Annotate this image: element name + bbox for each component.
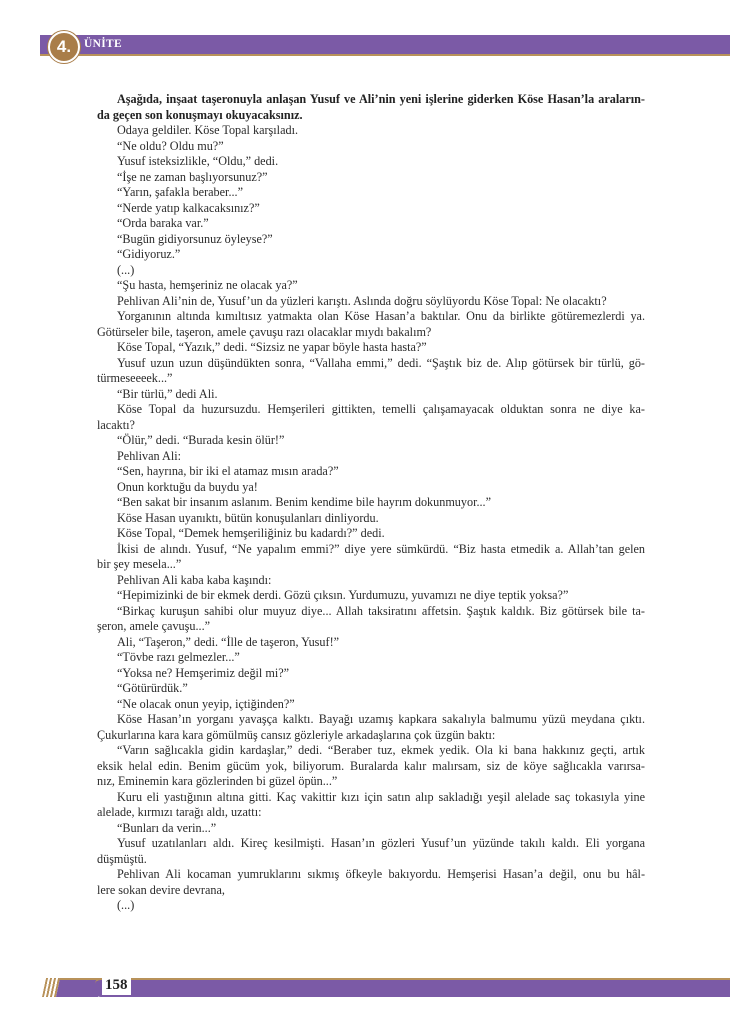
paragraph [97,712,645,743]
text-line: “Birkaç kuruşun sahibi olur muyuz diye... Allah taksiratını affetsin. Şaştık kaldık. Biz götürsek bile ta- [117,603,645,618]
text-line: “Orda baraka var.” [117,216,209,230]
text-line: Kuru eli yastığının altına gitti. Kaç vakittir kızı için satın alıp sakladığı yeşil alelade saç tokasıyla yine [117,789,645,804]
paragraph [97,526,645,542]
text-line: Yusuf uzun uzun düşündükten sonra, “Vallaha emmi,” dedi. “Şaştık biz de. Alıp götürsek bir türlü, gö- [117,355,645,370]
paragraph [97,635,645,651]
paragraph [97,185,645,201]
paragraph [97,232,645,248]
text-line: İkisi de alındı. Yusuf, “Ne yapalım emmi?” diye yere sümkürdü. “Biz hasta etmedik a. Allah’tan gelen [117,541,645,556]
text-line: Yusuf isteksizlikle, “Oldu,” dedi. [117,154,279,168]
paragraph [97,681,645,697]
text-line: Pehlivan Ali kaba kaba kaşındı: [117,572,272,587]
paragraph [97,433,645,449]
paragraph [97,542,645,573]
text-line: “İşe ne zaman başlıyorsunuz?” [117,169,268,184]
paragraph [97,480,645,496]
text-line: Onun korktuğu da buydu ya! [117,479,258,494]
text-line: “Şu hasta, hemşeriniz ne olacak ya?” [117,278,298,292]
paragraph [97,356,645,387]
text-line: “Nerde yatıp kalkacaksınız?” [117,200,260,215]
paragraph [97,294,645,310]
story-text [97,123,645,914]
text-line: “Bunları da verin...” [117,820,217,835]
text-line: Götürseler bile, taşeron, amele çavuşu razı olacaklar mıydı bakalım? [97,324,432,339]
paragraph [97,604,645,635]
paragraph [97,573,645,589]
text-line: bir şey mesela...” [97,557,182,571]
paragraph [97,340,645,356]
text-line: Köse Topal da huzursuzdu. Hemşerileri gittikten, temelli çalışamayacak olduktan sonra ne diye ka- [117,402,645,416]
text-line: şeron, amele çavuşu...” [97,619,211,633]
paragraph [97,790,645,821]
text-line: lere sokan devire devrana, [97,882,225,897]
text-line: “Ölür,” dedi. “Burada kesin ölür!” [117,433,285,447]
text-line: nız, Eminemin kara gözlerinden bi güzel öpün...” [97,774,338,788]
paragraph [97,821,645,837]
text-line: Yorganının altında kımıltısız yatmakta olan Köse Hasan’a baktılar. Onu da birlikte götüremezlerdi ya. [117,309,645,323]
text-line: Köse Hasan uyanıktı, bütün konuşulanları dinliyordu. [117,510,379,525]
text-line: “Gidiyoruz.” [117,247,181,261]
text-line: lacaktı? [97,417,135,432]
text-line: türmeseeeek...” [97,371,173,385]
paragraph [97,464,645,480]
text-line: “Bugün gidiyorsunuz öyleyse?” [117,231,273,246]
paragraph [97,650,645,666]
header-bar [40,35,730,56]
text-line: Köse Hasan’ın yorganı yavaşça kalktı. Bayağı uzamış kapkara sakalıyla balmumu yüzü meydana çıktı. [117,712,645,726]
text-line: eksik helal edin. Benim gücüm yok, biliyorum. Buralarda kalır malırsam, siz de köye sağlıcakla varırsa- [97,758,645,773]
paragraph [97,154,645,170]
page-content [97,92,645,914]
text-line: “Ben sakat bir insanım aslanım. Benim kendime bile hayrım dokunmuyor...” [117,495,492,509]
paragraph [97,278,645,294]
text-line: “Tövbe razı gelmezler...” [117,650,240,664]
paragraph [97,666,645,682]
unit-label: ÜNİTE [84,38,122,50]
text-line: “Bir türlü,” dedi Ali. [117,386,218,401]
paragraph [97,309,645,340]
paragraph [97,867,645,898]
text-line: “Yarın, şafakla beraber...” [117,185,243,199]
paragraph [97,898,645,914]
unit-number-badge: 4. [48,31,80,63]
paragraph [97,201,645,217]
text-line: Aşağıda, inşaat taşeronuyla anlaşan Yusuf ve Ali’nin yeni işlerine giderken Köse Hasan’la araların- [117,92,645,106]
text-line: “Hepimizinki de bir ekmek derdi. Gözü çıksın. Yurdumuzu, yuvamızı ne diye teptik yoksa?” [117,588,569,602]
paragraph [97,170,645,186]
paragraph [97,511,645,527]
text-line: Pehlivan Ali: [117,448,181,463]
paragraph [97,588,645,604]
text-line: Çukurlarına kara kara gömülmüş cansız gözleriyle arkadaşlarına çok üzgün baktı: [97,727,496,742]
paragraph [97,743,645,790]
text-line: Yusuf uzatılanları aldı. Kireç kesilmişti. Hasan’ın gözleri Yusuf’un yüzünde takılı kaldı. Eli yorgana [117,836,645,850]
footer-bar [95,978,730,997]
text-line: da geçen son konuşmayı okuyacaksınız. [97,107,303,122]
paragraph [97,387,645,403]
text-line: düşmüştü. [97,851,147,866]
paragraph [97,139,645,155]
intro-instruction [97,92,645,123]
text-line: (...) [117,898,135,912]
text-line: “Ne olacak onun yeyip, içtiğinden?” [117,696,295,711]
text-line: “Sen, hayrına, bir iki el atamaz mısın arada?” [117,464,339,478]
text-line: Odaya geldiler. Köse Topal karşıladı. [117,123,299,137]
paragraph [97,402,645,433]
text-line: “Yoksa ne? Hemşerimiz değil mi?” [117,665,290,680]
paragraph [97,836,645,867]
text-line: Ali, “Taşeron,” dedi. “İlle de taşeron, Yusuf!” [117,634,340,649]
text-line: “Varın sağlıcakla gidin kardaşlar,” dedi. “Beraber tuz, ekmek yedik. Ola ki bana hakkınız geçti, artık [117,743,645,757]
text-line: Köse Topal, “Demek hemşeriliğiniz bu kadardı?” dedi. [117,526,385,540]
paragraph [97,495,645,511]
paragraph [97,263,645,279]
text-line: Pehlivan Ali kocaman yumruklarını sıkmış öfkeyle bakıyordu. Hemşerisi Hasan’a değil, onu bu hâl- [117,867,645,881]
paragraph [97,449,645,465]
text-line: “Götürürdük.” [117,681,188,695]
text-line: Köse Topal, “Yazık,” dedi. “Sizsiz ne yapar böyle hasta hasta?” [117,340,427,354]
paragraph [97,697,645,713]
text-line: (...) [117,262,135,277]
text-line: “Ne oldu? Oldu mu?” [117,138,224,153]
page-number: 158 [102,976,131,995]
paragraph [97,216,645,232]
text-line: Pehlivan Ali’nin de, Yusuf’un da yüzleri karıştı. Aslında doğru söylüyordu Köse Topal: Ne olacaktı? [117,293,607,308]
text-line: alelade, kırmızı tarağı aldı, uzattı: [97,805,262,819]
paragraph [97,247,645,263]
paragraph [97,123,645,139]
